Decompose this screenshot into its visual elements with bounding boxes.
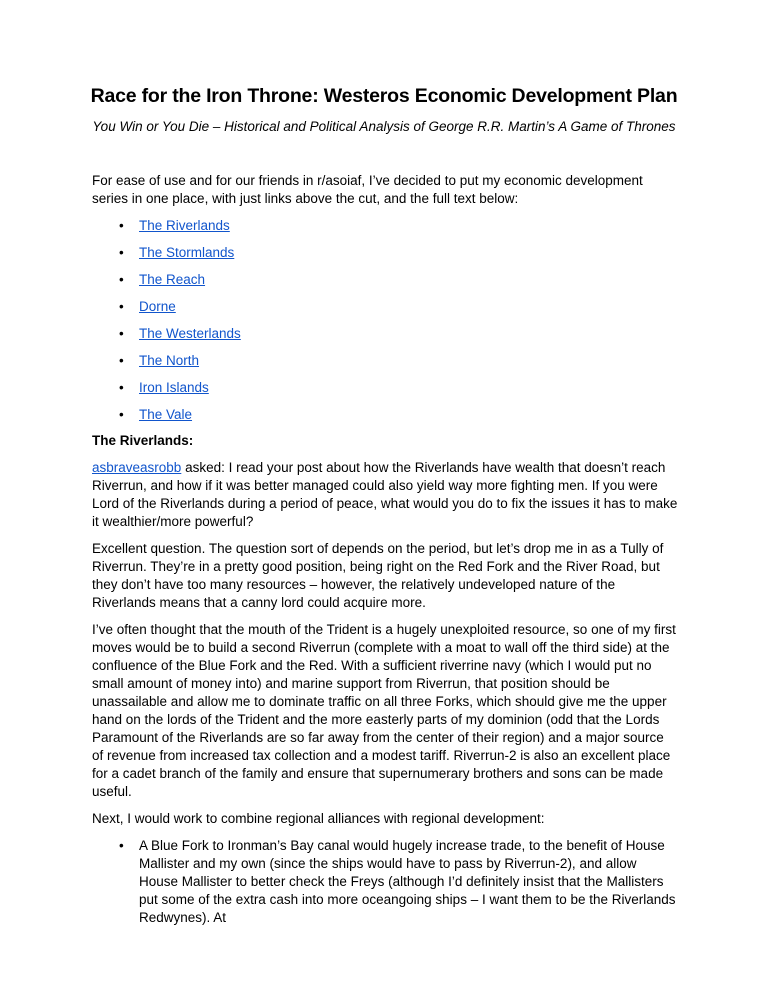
page-subtitle: You Win or You Die – Historical and Political Analysis of George R.R. Martin’s A Game of Thrones: [92, 119, 676, 134]
list-item: [92, 352, 678, 379]
link-dorne[interactable]: Dorne: [139, 299, 176, 314]
bullet-icon: •: [119, 407, 124, 422]
document-body: [92, 172, 678, 927]
bullet-icon: •: [119, 272, 124, 287]
proposal-text: A Blue Fork to Ironman’s Bay canal would hugely increase trade, to the benefit of House Mallister and my own (since the ships would have to pass by Riverrun-2), and allow House Mallister to better check the Freys (although I’d definitely insist that the Mallisters put some of the extra cash into more oceangoing ships – I want them to be the Riverlands Redwynes). At: [139, 838, 676, 925]
question-paragraph: [92, 459, 678, 531]
answer-paragraph-2: I’ve often thought that the mouth of the Trident is a hugely unexploited resource, so one of my first moves would be to build a second Riverrun (complete with a moat to wall off the third side) at the confluence of the Blue Fork and the Red. With a sufficient riverrine navy (which I would put no small amount of money into) and marine support from Riverrun, that position should be unassailable and allow me to dominate traffic on all three Forks, which should give me the upper hand on the lords of the Trident and the more easterly parts of my dominion (odd that the Lords Paramount of the Riverlands are so far away from the center of their region) and a major source of revenue from increased tax collection and a modest tariff. Riverrun-2 is also an excellent place for a cadet branch of the family and ensure that supernumerary brothers and sons can be made useful.: [92, 622, 676, 799]
intro-paragraph: For ease of use and for our friends in r/asoiaf, I’ve decided to put my economic development series in one place, with just links above the cut, and the full text below:: [92, 173, 643, 206]
bullet-icon: •: [119, 838, 124, 853]
region-link-list: [92, 217, 678, 433]
page-title: Race for the Iron Throne: Westeros Economic Development Plan: [90, 85, 678, 107]
bullet-icon: •: [119, 380, 124, 395]
proposal-list: [92, 837, 678, 927]
list-item: [92, 325, 678, 352]
bullet-icon: •: [119, 326, 124, 341]
answer-paragraph-1: Excellent question. The question sort of depends on the period, but let’s drop me in as a Tully of Riverrun. They’re in a pretty good position, being right on the Red Fork and the River Road, but they don’t have too many resources – however, the relatively undeveloped nature of the Riverlands means that a canny lord could acquire more.: [92, 541, 664, 610]
list-item: [92, 379, 678, 406]
list-item: [92, 244, 678, 271]
list-item: [92, 837, 678, 927]
bullet-icon: •: [119, 218, 124, 233]
link-iron-islands[interactable]: Iron Islands: [139, 380, 209, 395]
link-stormlands[interactable]: The Stormlands: [139, 245, 235, 260]
bullet-icon: •: [119, 299, 124, 314]
question-text: asked: I read your post about how the Riverlands have wealth that doesn’t reach Riverrun, and how if it was better managed could also yield way more fighting men. If you were Lord of the Riverlands during a period of peace, what would you do to fix the issues it has to make it wealthier/more powerful?: [92, 460, 678, 529]
list-item: [92, 217, 678, 244]
link-riverlands[interactable]: The Riverlands: [139, 218, 230, 233]
link-north[interactable]: The North: [139, 353, 200, 368]
asker-link[interactable]: asbraveasrobb: [92, 460, 182, 475]
list-item: [92, 271, 678, 298]
link-reach[interactable]: The Reach: [139, 272, 206, 287]
answer-paragraph-3: Next, I would work to combine regional alliances with regional development:: [92, 811, 545, 826]
bullet-icon: •: [119, 353, 124, 368]
bullet-icon: •: [119, 245, 124, 260]
link-westerlands[interactable]: The Westerlands: [139, 326, 241, 341]
list-item: [92, 298, 678, 325]
section-heading: The Riverlands:: [92, 433, 194, 448]
link-vale[interactable]: The Vale: [139, 407, 193, 422]
list-item: [92, 406, 678, 433]
